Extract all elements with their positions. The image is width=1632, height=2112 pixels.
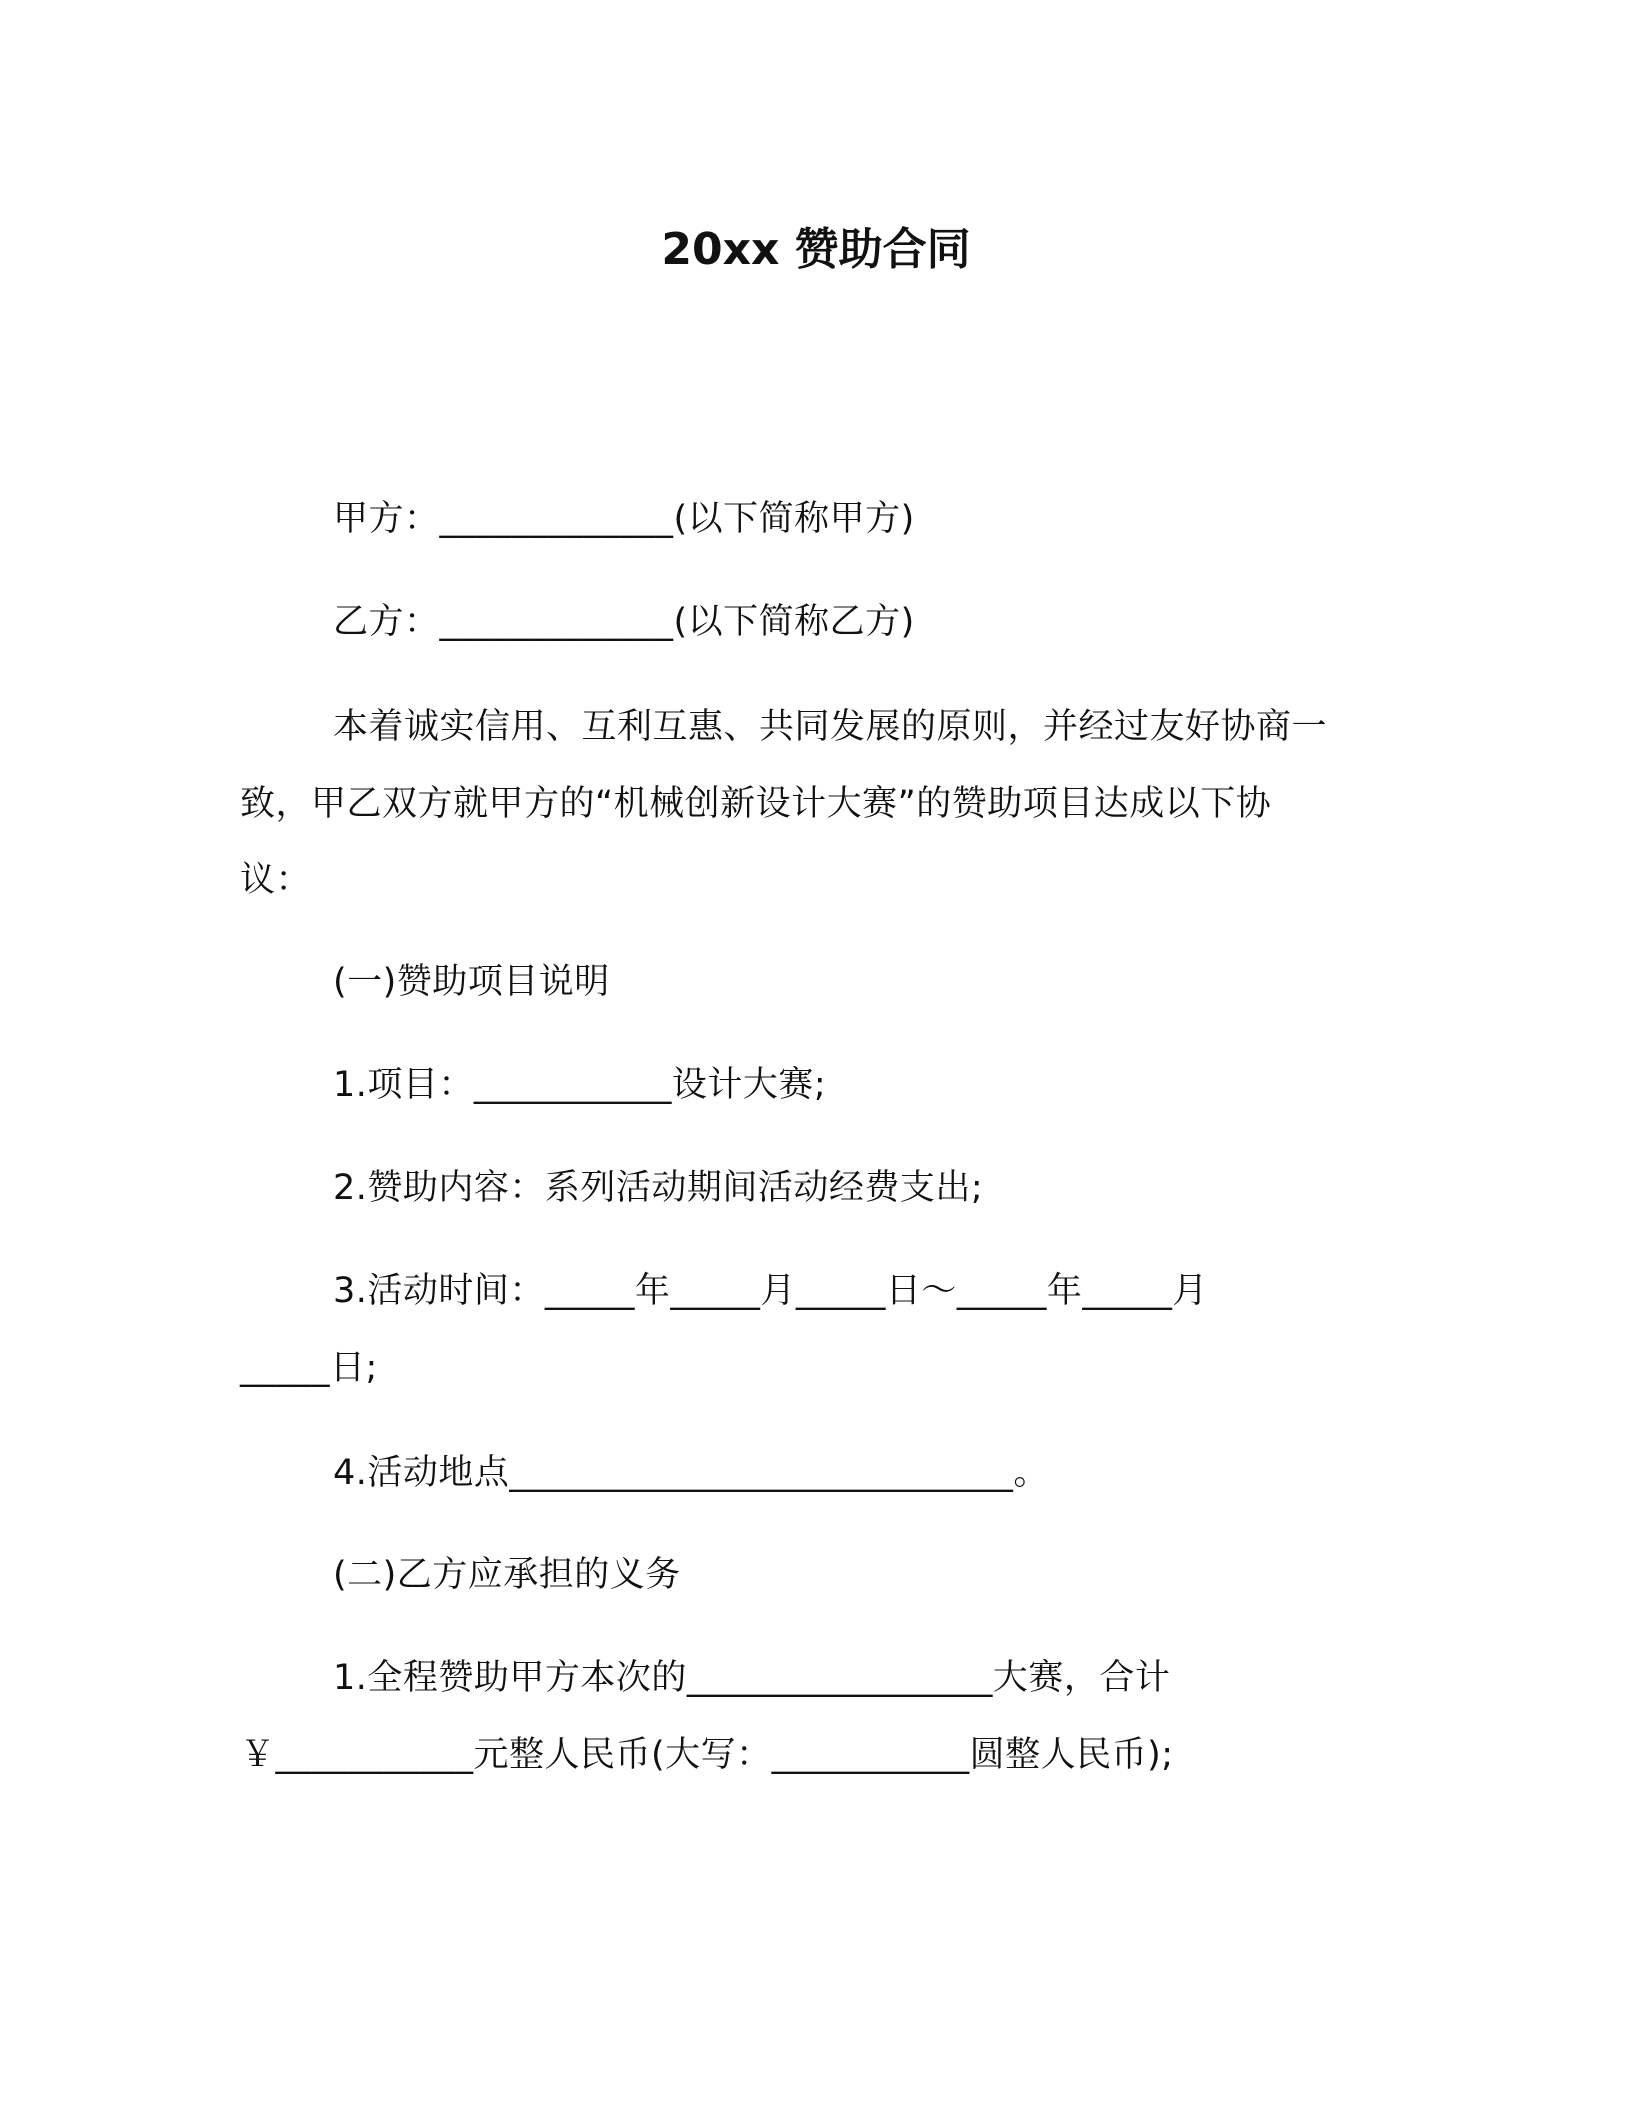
section-1-heading: (一)赞助项目说明: [333, 962, 610, 1002]
section-2-duty-1-line-1: 1.全程赞助甲方本次的_________________大赛，合计: [333, 1658, 1171, 1698]
intro-paragraph-line-3: 议：: [240, 860, 312, 900]
section-1-item-1: 1.项目：___________设计大赛;: [333, 1065, 827, 1105]
section-2-duty-1-line-2: ￥___________元整人民币(大写：___________圆整人民币);: [240, 1735, 1174, 1775]
section-1-item-3-line-2: _____日;: [240, 1348, 378, 1388]
section-1-item-2: 2.赞助内容：系列活动期间活动经费支出;: [333, 1168, 984, 1208]
intro-paragraph-line-2: 致，甲乙双方就甲方的“机械创新设计大赛”的赞助项目达成以下协: [240, 784, 1272, 824]
section-1-item-3-line-1: 3.活动时间：_____年_____月_____日～_____年_____月: [333, 1271, 1208, 1311]
document-title: 20xx 赞助合同: [661, 224, 971, 275]
party-a-line: 甲方：_____________(以下简称甲方): [333, 499, 915, 539]
section-2-heading: (二)乙方应承担的义务: [333, 1555, 681, 1595]
party-b-line: 乙方：_____________(以下简称乙方): [333, 602, 915, 642]
intro-paragraph-line-1: 本着诚实信用、互利互惠、共同发展的原则，并经过友好协商一: [333, 707, 1328, 747]
section-1-item-4: 4.活动地点____________________________。: [333, 1453, 1049, 1493]
